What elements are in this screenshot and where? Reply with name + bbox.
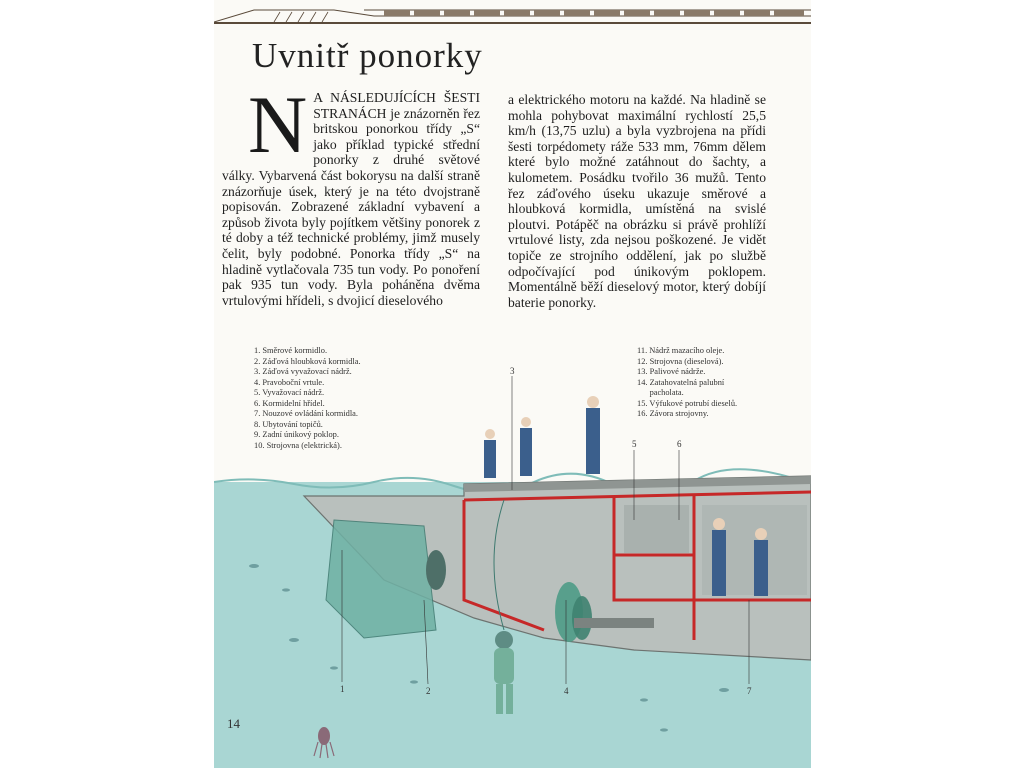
legend-item: 12. Strojovna (dieselová). (637, 356, 724, 366)
body-paragraph: a elektrického motoru na každé. Na hladině se mohla pohybovat maximální rychlostí 25,5 km/h (13,75 uzlu) a byla vyzbrojena na přídi šesti torpédomety ráže 533 mm, 76mm dělem které bylo možné zatáhnout do šachty, a kulometem. Posádku tvořilo 36 mužů. Tento řez záďového úseku ukazuje směrové a hloubková kormidla, umístěná na svislé ploutvi. Potápěč na obrázku si právě prohlíží vrtulové listy, zda nejsou poškozené. Je vidět topiče ze strojního oddělení, jak po službě odpočívající pod únikovým poklopem. Momentálně běží dieselový motor, který dobíjí baterie ponorky. (508, 92, 766, 310)
legend-item: 3. Záďová vyvažovací nádrž. (254, 367, 352, 376)
legend-item: 16. Závora strojovny. (637, 409, 709, 418)
book-page (214, 0, 811, 768)
callout-7: 7 (747, 686, 752, 696)
callout-4: 4 (564, 686, 569, 696)
legend-left (254, 346, 404, 451)
body-text-right-column (508, 92, 766, 310)
legend-right (637, 346, 787, 420)
page-title: Uvnitř ponorky (252, 36, 483, 75)
legend-item: 8. Ubytování topičů. (254, 419, 323, 429)
body-text-left-column (222, 79, 480, 308)
drop-cap: N (248, 79, 308, 170)
legend-item: 9. Zadní únikový poklop. (254, 430, 339, 439)
callout-5: 5 (632, 439, 637, 449)
legend-item: 6. Kormidelní hřídel. (254, 398, 325, 408)
callout-6: 6 (677, 439, 682, 449)
legend-item: 14. Zatahovatelná palubní (637, 377, 725, 387)
legend-item: 7. Nouzové ovládání kormidla. (254, 409, 358, 418)
page-number: 14 (227, 716, 240, 731)
legend-item: 15. Výfukové potrubí dieselů. (637, 398, 738, 408)
legend-item: 13. Palivové nádrže. (637, 367, 706, 376)
callout-2: 2 (426, 686, 431, 696)
deck-crew (484, 396, 600, 478)
train-frieze-icon (214, 4, 811, 28)
legend-item: 11. Nádrž mazacího oleje. (637, 346, 725, 355)
legend-item: 2. Záďová hloubková kormidla. (254, 356, 361, 366)
legend-item: 4. Pravoboční vrtule. (254, 377, 325, 387)
legend-item: 1. Směrové kormidlo. (254, 346, 328, 355)
callout-3: 3 (510, 366, 515, 376)
legend-item: 10. Strojovna (elektrická). (254, 440, 342, 450)
legend-item: 5. Vyvažovací nádrž. (254, 388, 325, 397)
callout-1: 1 (340, 684, 345, 694)
body-paragraph: A NÁSLEDUJÍCÍCH ŠESTI STRANÁCH je znázorněn řez britskou ponorkou třídy „S“ jako příklad typické střední ponorky z druhé světové války. Vybarvená část bokorysu na další straně znázorňuje úsek, který je na této dvojstraně popisován. Zobrazené základní vybavení a způsob života byly pojítkem většiny ponorek z té doby a též technické problémy, jimž musely čelit, byly podobné. Ponorka třídy „S“ na hladině vytlačovala 735 tun vody. Po ponoření pak 935 tun vody. Byla poháněna dvěma vrtulovými hřídeli, s dvojicí dieselového (222, 90, 480, 308)
legend-item: pacholata. (637, 388, 684, 397)
